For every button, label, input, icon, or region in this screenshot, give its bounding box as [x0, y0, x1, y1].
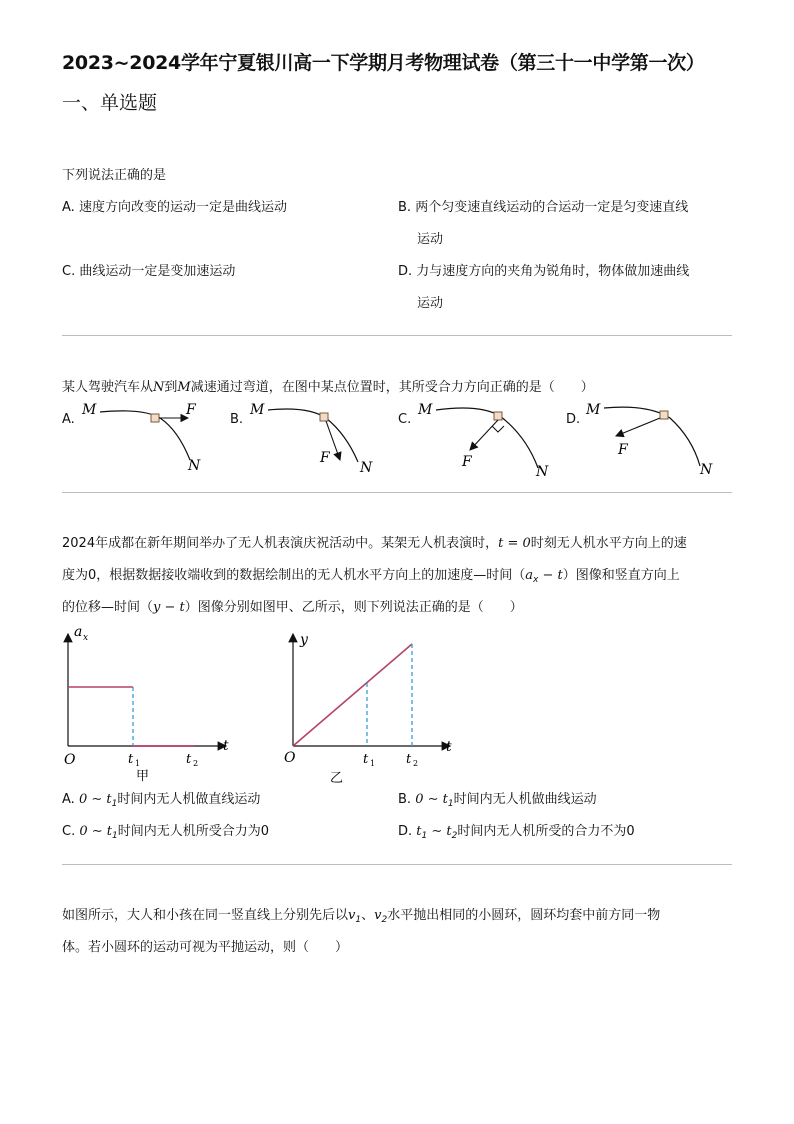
- q2-diagram-b: [246, 398, 386, 478]
- label-f: F: [320, 450, 330, 466]
- q2-diagram-a: [78, 398, 218, 478]
- q2-option-c[interactable]: C.: [398, 412, 412, 427]
- option-label: A.: [62, 792, 75, 807]
- label-f: F: [618, 442, 628, 458]
- option-text: 时间内无人机所受的合力不为0: [457, 824, 635, 839]
- q3-option-d[interactable]: [398, 822, 635, 846]
- car-block: [494, 412, 502, 420]
- q2-diagram-d: [582, 398, 732, 482]
- option-text: 曲线运动一定是变加速运动: [79, 264, 236, 279]
- q4-stem-line2: 体。若小圆环的运动可视为平抛运动，则（ ）: [62, 940, 349, 955]
- math-sub: 1: [355, 915, 362, 925]
- option-text: 时间内无人机做直线运动: [117, 792, 261, 807]
- stem-text: 水平抛出相同的小圆环，圆环均套中前方同一物: [387, 908, 661, 923]
- var-n: N: [153, 380, 165, 395]
- option-text: 速度方向改变的运动一定是曲线运动: [78, 200, 287, 215]
- stem-text: ）图像分别如图甲、乙所示，则下列说法正确的是（ ）: [184, 600, 523, 615]
- stem-text: 某人驾驶汽车从: [62, 380, 154, 395]
- stem-text: 的位移—时间（: [62, 600, 154, 615]
- y-label: a: [74, 624, 83, 640]
- option-label: B.: [398, 792, 412, 807]
- t2-label: t: [406, 752, 412, 767]
- label-n: N: [360, 460, 373, 476]
- math-v1: v: [348, 908, 356, 923]
- option-label: B.: [398, 200, 412, 215]
- option-range-sub: 1: [112, 831, 118, 841]
- page-title: 2023~2024学年宁夏银川高一下学期月考物理试卷（第三十一中学第一次）: [62, 52, 705, 74]
- q3-stem-line3: [62, 598, 523, 618]
- math-yt: y − t: [153, 600, 185, 615]
- math-sub: 2: [381, 915, 388, 925]
- caption-yi: 乙: [330, 771, 344, 786]
- t1-sub: 1: [135, 759, 141, 768]
- option-text-cont: 运动: [417, 232, 444, 247]
- q2-diagram-c: [414, 398, 564, 482]
- option-label: C.: [62, 824, 76, 839]
- stem-text: 到: [164, 380, 178, 395]
- math-v2: v: [374, 908, 382, 923]
- stem-text: 如图所示，大人和小孩在同一竖直线上分别先后以: [62, 908, 349, 923]
- label-m: M: [586, 402, 601, 418]
- q2-stem: [62, 378, 594, 398]
- t1-label: t: [363, 752, 369, 767]
- t2-sub: 2: [413, 759, 419, 768]
- graph-yi: [282, 626, 462, 796]
- stem-text: ）图像和竖直方向上: [562, 568, 680, 583]
- divider: [62, 492, 732, 493]
- option-range-sub: 1: [447, 799, 454, 809]
- math-ax: a: [525, 568, 534, 583]
- car-block: [660, 411, 668, 419]
- option-label: A.: [62, 200, 75, 215]
- stem-text: 减速通过弯道，在图中某点位置时，其所受合力方向正确的是（ ）: [190, 380, 594, 395]
- q3-stem-line2: [62, 566, 680, 590]
- label-n: N: [536, 464, 549, 480]
- caption-jia: 甲: [136, 769, 150, 784]
- option-range-sub: 1: [421, 831, 428, 841]
- q2-option-d[interactable]: D.: [566, 412, 581, 427]
- q1-option-b[interactable]: [398, 198, 688, 250]
- t2-label: t: [186, 752, 192, 767]
- q1-stem: 下列说法正确的是: [62, 168, 167, 183]
- q4-stem-line1: [62, 906, 660, 930]
- x-label: t: [223, 738, 229, 754]
- stem-text: 2024年成都在新年期间举办了无人机表演庆祝活动中。某架无人机表演时，: [62, 536, 499, 551]
- t1-sub: 1: [370, 759, 376, 768]
- option-text: 时间内无人机所受合力为0: [117, 824, 270, 839]
- math-t: − t: [538, 568, 563, 583]
- option-label: D.: [398, 264, 413, 279]
- var-m: M: [177, 380, 191, 395]
- y-label: y: [300, 632, 308, 648]
- graph-jia: [60, 620, 240, 790]
- option-range: 0 ∼ t: [415, 792, 448, 807]
- math-sub: x: [533, 575, 539, 585]
- stem-text: 、: [361, 908, 375, 923]
- car-block: [151, 414, 159, 422]
- q2-option-a[interactable]: A.: [62, 412, 75, 427]
- curve-path: [436, 408, 538, 468]
- t2-sub: 2: [193, 759, 199, 768]
- origin-label: O: [64, 752, 76, 768]
- math-t0: t = 0: [498, 536, 531, 551]
- q3-option-b[interactable]: [398, 790, 597, 814]
- q3-option-c[interactable]: [62, 822, 269, 846]
- option-range-sub: 2: [451, 831, 458, 841]
- q1-option-a[interactable]: [62, 198, 287, 218]
- q3-option-a[interactable]: [62, 790, 260, 814]
- option-range-sub: 1: [111, 799, 118, 809]
- q2-option-b[interactable]: B.: [230, 412, 244, 427]
- force-arrow: [616, 418, 660, 436]
- section-heading: 一、单选题: [62, 92, 158, 114]
- label-n: N: [700, 462, 713, 478]
- option-text-cont: 运动: [417, 296, 444, 311]
- curve-path: [268, 409, 358, 462]
- label-f: F: [186, 402, 196, 418]
- x-label: t: [446, 739, 452, 755]
- y-line: [293, 644, 412, 746]
- option-text: 两个匀变速直线运动的合运动一定是匀变速直线: [415, 200, 689, 215]
- stem-text: 时刻无人机水平方向上的速: [530, 536, 687, 551]
- option-range: ∼ t: [427, 824, 452, 839]
- label-f: F: [462, 454, 472, 470]
- label-n: N: [188, 458, 201, 474]
- label-m: M: [418, 402, 433, 418]
- force-arrow: [470, 420, 498, 450]
- divider: [62, 864, 732, 865]
- option-range: t: [416, 824, 422, 839]
- option-text: 力与速度方向的夹角为锐角时，物体做加速曲线: [416, 264, 690, 279]
- t1-label: t: [128, 752, 134, 767]
- origin-label: O: [284, 750, 296, 766]
- stem-text: 度为0，根据数据接收端收到的数据绘制出的无人机水平方向上的加速度—时间（: [62, 568, 526, 583]
- option-text: 时间内无人机做曲线运动: [453, 792, 597, 807]
- option-label: D.: [398, 824, 413, 839]
- option-range: 0 ∼ t: [78, 792, 112, 807]
- car-block: [320, 413, 328, 421]
- label-m: M: [250, 402, 265, 418]
- label-m: M: [82, 402, 97, 418]
- y-label-sub: x: [83, 633, 89, 643]
- q1-option-c[interactable]: [62, 262, 235, 282]
- q1-option-d[interactable]: [398, 262, 689, 314]
- option-range: 0 ∼ t: [79, 824, 113, 839]
- q3-stem-line1: [62, 534, 687, 554]
- right-angle-mark: [492, 426, 504, 432]
- option-label: C.: [62, 264, 76, 279]
- divider: [62, 335, 732, 336]
